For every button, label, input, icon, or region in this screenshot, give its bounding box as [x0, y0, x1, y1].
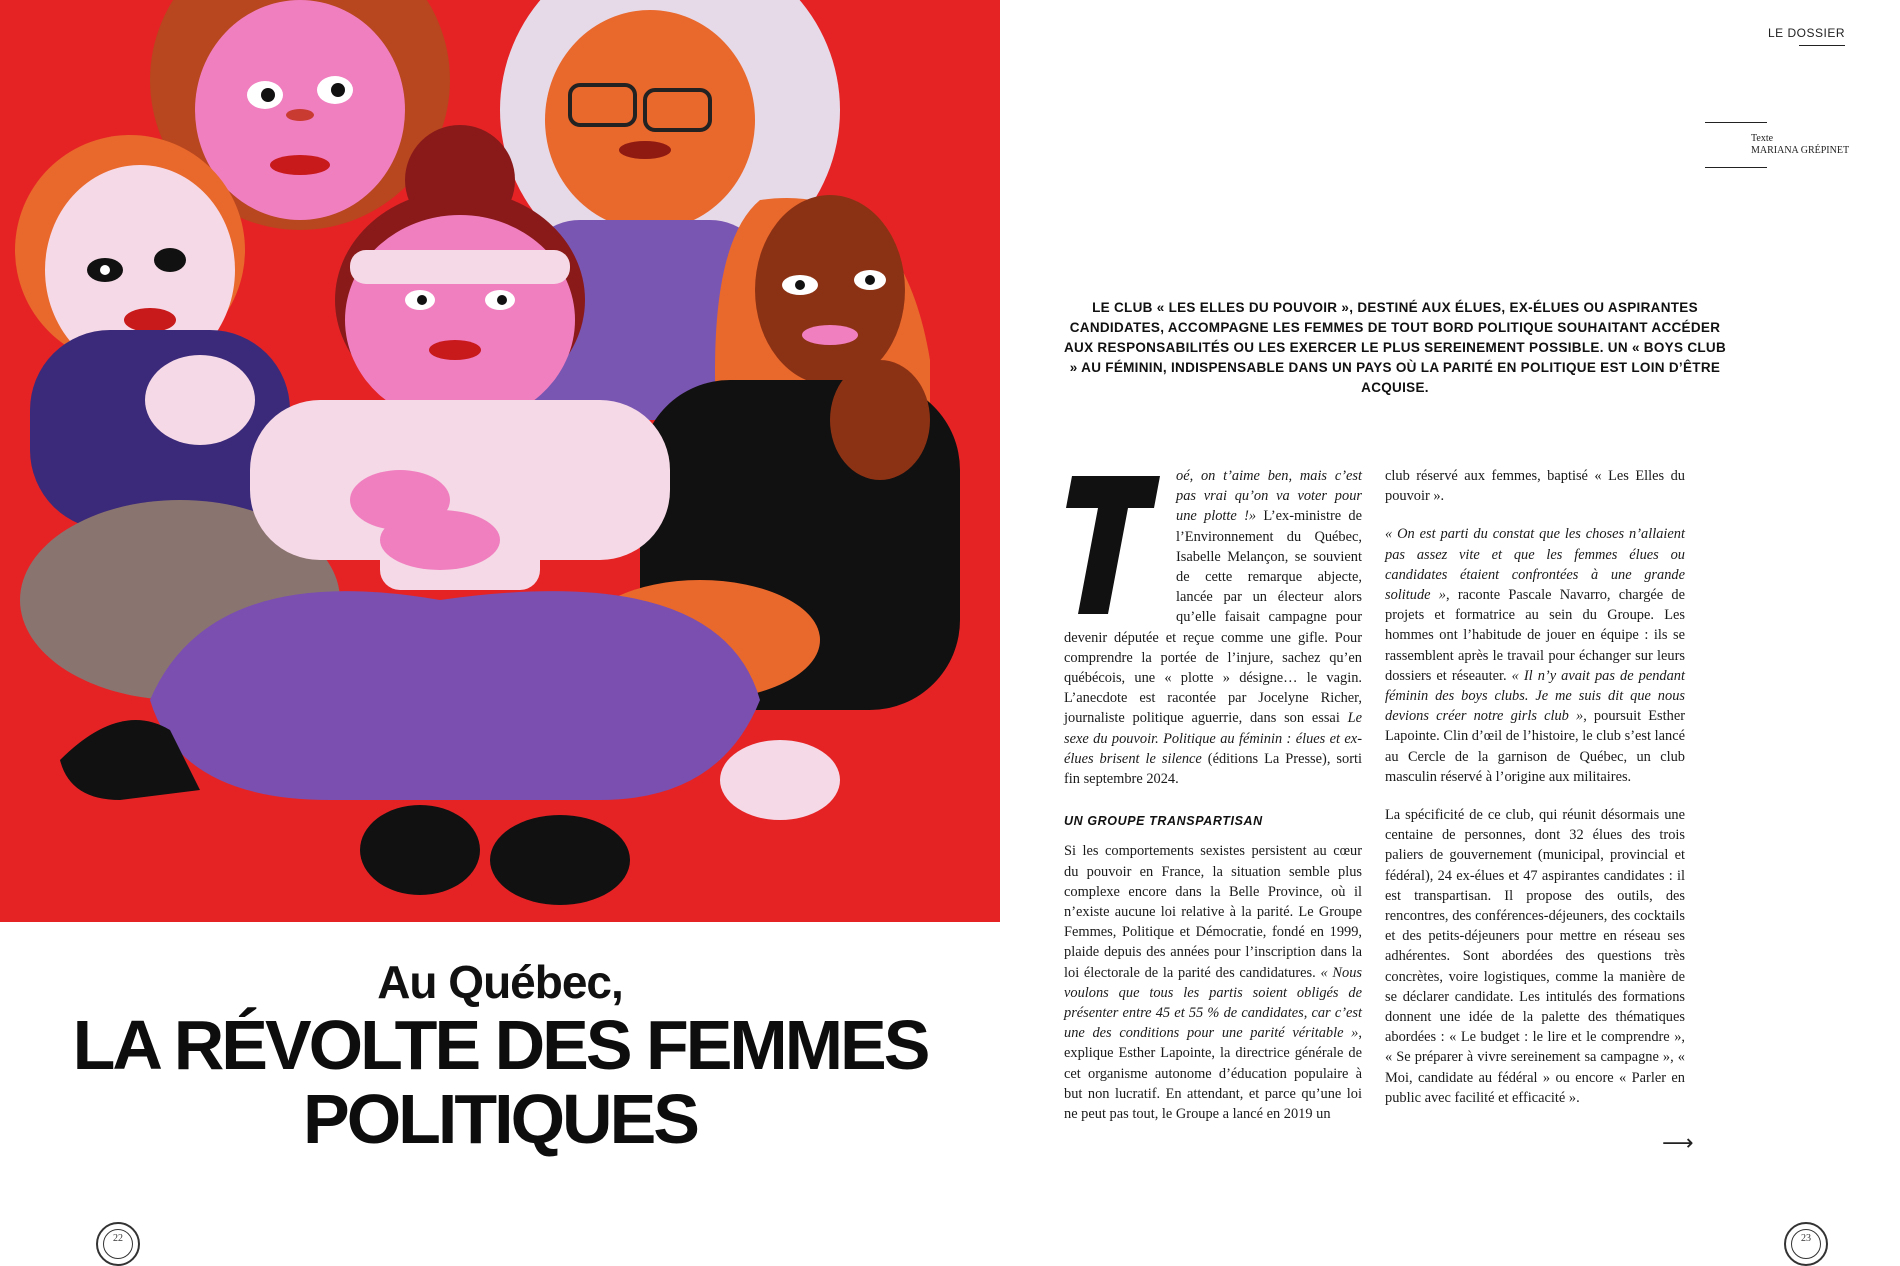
magazine-folio-mark-icon [96, 1222, 140, 1266]
dropcap-text: T [1064, 468, 1065, 469]
section-rule [1799, 45, 1845, 46]
col2-p2-text: , raconte Pascale Navarro, chargée de projets et formatrice au sein du Groupe. Les hommes ont l’habitude de jouer en équipe : ils se rassemblent après le travail pour échanger sur leurs dossiers et réseauter. [1385, 587, 1685, 684]
section-label-text: LE DOSSIER [1767, 26, 1845, 40]
p2-quote: « Nous voulons que tous les partis soient obligés de présenter entre 45 et 55 % de candidates, car c’est une des conditions pour une parité véritable » [1064, 964, 1362, 1042]
paragraph-2 [1064, 841, 1362, 1124]
book-title: Le sexe du pouvoir. Politique au féminin : élues et ex-élues brisent le silence [1064, 710, 1362, 767]
byline-author: MARIANA GRÉPINET [1751, 145, 1850, 156]
p2-end: , explique Esther Lapointe, la directrice générale de cet organisme autonome d’éducation populaire à but non lucratif. En attendant, et parce qu’une loi ne peut pas tout, le Groupe a lancé en 2019 un [1064, 1025, 1362, 1123]
headline-title: LA RÉVOLTE DES FEMMES POLITIQUES [72, 1006, 928, 1158]
paragraph-col2-1: club réservé aux femmes, baptisé « Les Elles du pouvoir ». [1385, 468, 1685, 505]
byline-rule-bottom [1705, 167, 1767, 168]
quote-navarro: « On est parti du constat que les choses n’allaient pas assez vite et que les femmes élues ou candidates étaient confrontées à une grande solitude » [1385, 526, 1685, 604]
page-number-left: 22 [113, 1233, 123, 1244]
byline-rule-top [1705, 122, 1767, 123]
dropcap-letter [1064, 468, 1164, 618]
cover-illustration [0, 0, 1000, 922]
magazine-folio-mark-icon [1784, 1222, 1828, 1266]
article-column-1 [1064, 466, 1362, 1124]
p2-text: Si les comportements sexistes persistent au cœur du pouvoir en France, la situation semble plus complexe encore dans la Belle Province, où il n’existe aucune loi relative à la parité. Le Groupe Femmes, Politique et Démocratie, fondé en 1999, plaide depuis des années pour l’inscription dans la loi électorale de la parité des candidatures. [1064, 843, 1362, 981]
intro-end: (éditions La Presse), sorti fin septembre 2024. [1064, 750, 1362, 788]
quote-lapointe: « Il n’y avait pas de pendant féminin des boys clubs. Je me suis dit que nous devions créer notre girls club » [1385, 667, 1686, 725]
subheading: UN GROUPE TRANSPARTISAN [1064, 814, 1263, 829]
headline-kicker: Au Québec, [377, 956, 623, 1008]
byline-label: Texte [1751, 133, 1774, 144]
continue-arrow-icon: ⟶ [1662, 1131, 1694, 1156]
page-number-right: 23 [1801, 1233, 1811, 1244]
intro-quote: oé, on t’aime ben, mais c’est pas vrai qu’on va voter pour une plotte !» [1176, 468, 1362, 525]
section-label [1768, 26, 1845, 46]
byline [1705, 122, 1865, 168]
article-standfirst: LE CLUB « LES ELLES DU POUVOIR », DESTINÉ AUX ÉLUES, EX-ÉLUES OU ASPIRANTES CANDIDATES, ACCOMPAGNE LES FEMMES DE TOUT BORD POLITIQUE SOUHAITANT ACCÉDER AUX RESPONSABILITÉS OU LES EXERCER LE PLUS SEREINEMENT POSSIBLE. UN « BOYS CLUB » AU FÉMININ, INDISPENSABLE DANS UN PAYS OÙ LA PARITÉ EN POLITIQUE EST LOIN D’ÊTRE ACQUISE. [1063, 300, 1727, 395]
paragraph-col2-3: La spécificité de ce club, qui réunit désormais une centaine de personnes, dont 32 élues des trois paliers de gouvernement (municipal, provincial et fédéral), 24 ex-élues et 47 aspirantes candidates : il est transpartisan. Il propose des outils, des rencontres, des conférences-déjeuners, des cocktails et des petits-déjeuners pour mettre en réseau ses adhérentes. Sont abordées des questions très concrètes, voire logistiques, comme la manière de se déclarer candidate. Les intitulés des formations donnent une idée de la palette des thématiques abordées : « Le budget : le lire et le comprendre », « Se préparer à vivre sereinement sa campagne », « Moi, candidate au fédéral » ou encore « Parler en public avec facilité et efficacité ». [1385, 807, 1685, 1106]
paragraph-col2-2 [1385, 524, 1685, 787]
article-column-2 [1385, 466, 1685, 1108]
col2-p2-end: , poursuit Esther Lapointe. Clin d’œil de l’histoire, le club s’est lancé au Cercle de la garnison de Québec, un club masculin réservé à l’origine aux militaires. [1385, 708, 1686, 785]
intro-text: L’ex-ministre de l’Environnement du Québec, Isabelle Melançon, se souvient de cette remarque abjecte, lancée par un électeur alors qu’elle faisait campagne pour devenir députée et reçue comme une gifle. Pour comprendre la portée de l’injure, sachez qu’en québécois, une « plotte » désigne… le vagin. L’anecdote est racontée par Jocelyne Richer, journaliste politique aguerrie, dans son essai [1064, 508, 1362, 727]
